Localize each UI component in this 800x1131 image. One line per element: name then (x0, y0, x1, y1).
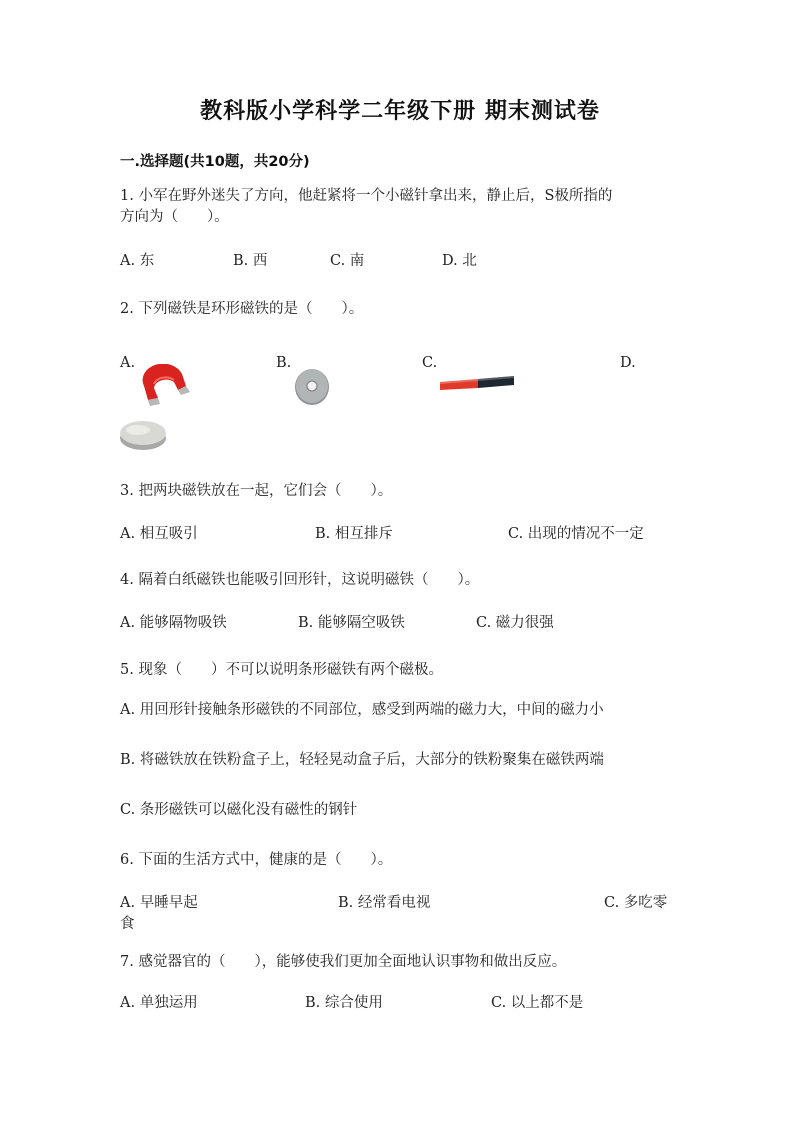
question-4-stem: 4. 隔着白纸磁铁也能吸引回形针，这说明磁铁（ ）。 (120, 572, 480, 588)
q3-option-c: C. 出现的情况不一定 (508, 526, 644, 542)
q1-option-a: A. 东 (120, 253, 155, 269)
q4-option-c: C. 磁力很强 (476, 615, 554, 631)
q7-option-a: A. 单独运用 (120, 995, 198, 1011)
q4-option-b: B. 能够隔空吸铁 (298, 615, 405, 631)
question-5-stem: 5. 现象（ ）不可以说明条形磁铁有两个磁极。 (120, 662, 443, 678)
section-heading: 一.选择题(共10题，共20分) (120, 154, 310, 170)
question-6-stem: 6. 下面的生活方式中，健康的是（ ）。 (120, 852, 393, 868)
q7-option-b: B. 综合使用 (305, 995, 383, 1011)
q5-option-c: C. 条形磁铁可以磁化没有磁性的钢针 (120, 802, 358, 818)
q3-option-b: B. 相互排斥 (315, 526, 393, 542)
q5-option-b: B. 将磁铁放在铁粉盒子上，轻轻晃动盒子后，大部分的铁粉聚集在磁铁两端 (120, 752, 604, 768)
bar-magnet-image (440, 376, 516, 396)
question-1-stem-line2: 方向为（ ）。 (120, 209, 229, 225)
q6-option-c: C. 多吃零 (604, 895, 668, 911)
disc-magnet-image (118, 418, 168, 456)
q2-option-b: B. (276, 355, 292, 371)
q2-option-a: A. (120, 355, 136, 371)
question-3-stem: 3. 把两块磁铁放在一起，它们会（ ）。 (120, 483, 393, 499)
question-2-stem: 2. 下列磁铁是环形磁铁的是（ ）。 (120, 301, 364, 317)
question-1-stem-line1: 1. 小军在野外迷失了方向，他赶紧将一个小磁针拿出来，静止后，S极所指的 (120, 188, 613, 204)
q6-option-c-wrap: 食 (120, 916, 135, 932)
q1-option-b: B. 西 (233, 253, 268, 269)
q1-option-d: D. 北 (442, 253, 477, 269)
horseshoe-magnet-image (134, 364, 194, 414)
q2-option-d: D. (620, 355, 636, 371)
q6-option-a: A. 早睡早起 (120, 895, 198, 911)
q3-option-a: A. 相互吸引 (120, 526, 198, 542)
q4-option-a: A. 能够隔物吸铁 (120, 615, 227, 631)
q5-option-a: A. 用回形针接触条形磁铁的不同部位，感受到两端的磁力大，中间的磁力小 (120, 702, 604, 718)
q1-option-c: C. 南 (330, 253, 365, 269)
ring-magnet-image (294, 366, 330, 410)
question-7-stem: 7. 感觉器官的（ ），能够使我们更加全面地认识事物和做出反应。 (120, 954, 567, 970)
q6-option-b: B. 经常看电视 (338, 895, 431, 911)
q7-option-c: C. 以上都不是 (491, 995, 584, 1011)
page-title: 教科版小学科学二年级下册 期末测试卷 (200, 99, 600, 124)
q2-option-c: C. (422, 355, 438, 371)
